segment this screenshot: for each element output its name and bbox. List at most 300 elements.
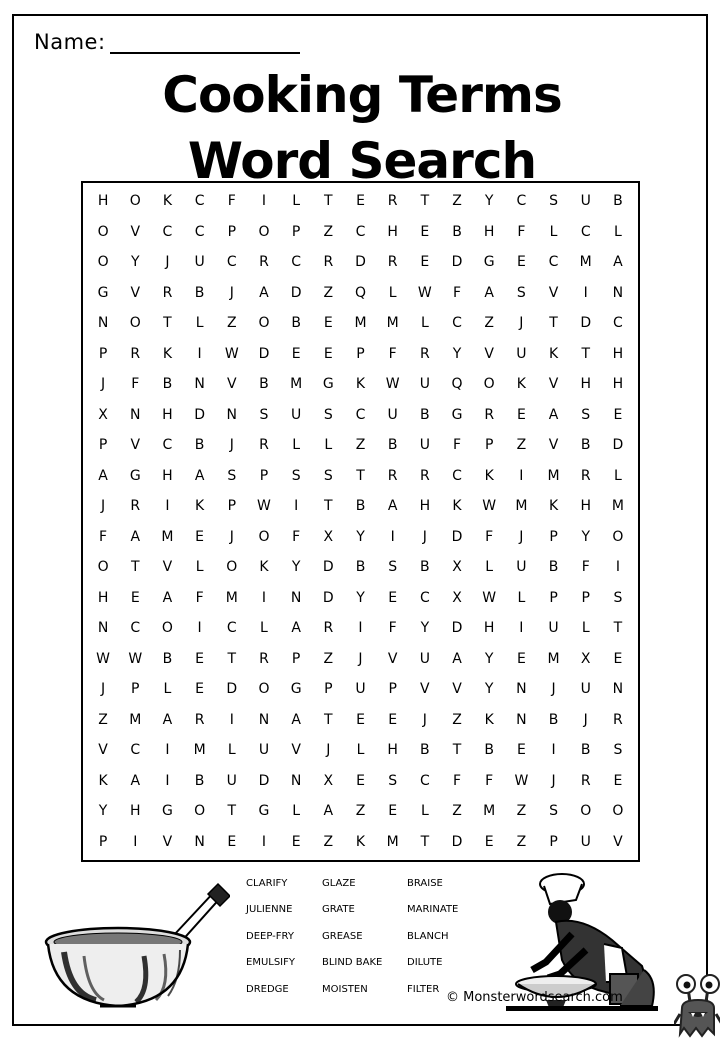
grid-letter: U xyxy=(580,833,591,850)
grid-letter: C xyxy=(226,620,237,637)
grid-letter: H xyxy=(419,498,431,515)
grid-letter: P xyxy=(291,223,301,240)
grid-letter: M xyxy=(386,833,399,850)
grid-letter: X xyxy=(580,650,591,667)
grid-letter: V xyxy=(613,833,623,850)
grid-letter: I xyxy=(261,589,267,606)
grid-letter: L xyxy=(614,467,622,484)
grid-letter: I xyxy=(165,498,170,515)
grid-letter: V xyxy=(452,681,462,698)
grid-letter: V xyxy=(130,223,141,240)
grid-letter: X xyxy=(452,589,462,606)
grid-letter: K xyxy=(162,193,173,210)
grid-letter: D xyxy=(226,681,238,698)
grid-letter: P xyxy=(549,589,558,606)
grid-letter: D xyxy=(451,528,463,545)
name-label: Name: xyxy=(34,30,106,54)
grid-letter: E xyxy=(516,742,526,759)
grid-letter: W xyxy=(514,772,529,789)
grid-letter: A xyxy=(387,498,398,515)
grid-letter: B xyxy=(162,376,173,393)
grid-letter: K xyxy=(355,833,366,850)
grid-letter: B xyxy=(548,559,559,576)
grid-letter: O xyxy=(258,315,270,332)
word-list-item: BLANCH xyxy=(407,930,449,942)
grid-letter: F xyxy=(388,620,397,637)
grid-letter: V xyxy=(420,681,430,698)
grid-letter: P xyxy=(388,681,397,698)
grid-letter: L xyxy=(195,315,204,332)
grid-letter: E xyxy=(388,803,398,820)
grid-letter: U xyxy=(516,559,527,576)
grid-letter: N xyxy=(97,315,109,332)
grid-letter: U xyxy=(516,345,527,362)
grid-letter: E xyxy=(388,711,398,728)
grid-letter: J xyxy=(326,742,331,759)
grid-letter: K xyxy=(259,559,269,576)
grid-letter: M xyxy=(483,803,496,820)
grid-letter: S xyxy=(259,406,269,423)
grid-letter: I xyxy=(261,833,267,850)
grid-letter: N xyxy=(226,406,238,423)
grid-letter: L xyxy=(581,620,590,637)
grid-letter: P xyxy=(98,833,108,850)
grid-letter: F xyxy=(195,589,204,606)
grid-letter: P xyxy=(98,437,108,454)
grid-letter: J xyxy=(551,772,556,789)
grid-letter: A xyxy=(162,589,173,606)
grid-letter: Y xyxy=(581,528,590,545)
grid-letter: Q xyxy=(354,284,366,301)
grid-letter: C xyxy=(355,406,366,423)
grid-letter: D xyxy=(322,559,334,576)
grid-letter: M xyxy=(225,589,238,606)
grid-letter: K xyxy=(98,772,108,789)
grid-letter: H xyxy=(162,467,173,484)
grid-letter: M xyxy=(161,528,174,545)
word-list-item: DEEP-FRY xyxy=(246,930,294,942)
grid-letter: J xyxy=(422,711,427,728)
grid-letter: S xyxy=(516,284,526,301)
grid-letter: R xyxy=(613,711,623,728)
grid-letter: T xyxy=(324,498,333,515)
grid-letter: C xyxy=(130,742,141,759)
grid-letter: I xyxy=(519,620,524,637)
grid-letter: I xyxy=(165,742,170,759)
grid-letter: A xyxy=(291,620,301,637)
grid-letter: R xyxy=(194,711,205,728)
grid-letter: F xyxy=(99,528,108,545)
grid-letter: E xyxy=(227,833,237,850)
grid-letter: A xyxy=(613,254,623,271)
word-list-item: FILTER xyxy=(407,983,440,995)
grid-letter: V xyxy=(130,437,141,454)
grid-letter: C xyxy=(452,315,462,332)
grid-letter: Q xyxy=(451,376,463,393)
grid-letter: W xyxy=(224,345,239,362)
grid-letter: O xyxy=(97,254,109,271)
grid-letter: U xyxy=(291,406,302,423)
grid-letter: C xyxy=(452,467,462,484)
grid-letter: N xyxy=(612,681,624,698)
grid-letter: D xyxy=(322,589,334,606)
grid-letter: G xyxy=(129,467,141,484)
grid-letter: C xyxy=(194,223,205,240)
grid-letter: K xyxy=(355,376,366,393)
grid-letter: O xyxy=(580,803,592,820)
grid-letter: G xyxy=(451,406,463,423)
grid-letter: P xyxy=(356,345,365,362)
grid-letter: R xyxy=(419,467,430,484)
grid-letter: O xyxy=(483,376,495,393)
grid-letter: X xyxy=(98,406,108,423)
grid-letter: P xyxy=(291,650,301,667)
grid-letter: N xyxy=(258,711,270,728)
grid-letter: L xyxy=(420,803,429,820)
grid-letter: B xyxy=(355,559,366,576)
grid-letter: U xyxy=(258,742,270,759)
grid-letter: A xyxy=(130,528,141,545)
grid-letter: T xyxy=(324,193,333,210)
title-text: Cooking Terms Word Search xyxy=(162,66,562,190)
grid-letter: G xyxy=(290,681,302,698)
grid-letter: Y xyxy=(420,620,430,637)
grid-letter: N xyxy=(612,284,624,301)
grid-letter: H xyxy=(612,376,624,393)
grid-letter: Z xyxy=(323,833,334,850)
grid-letter: P xyxy=(581,589,590,606)
grid-letter: V xyxy=(291,742,301,759)
grid-letter: Z xyxy=(323,223,334,240)
word-list-item: MOISTEN xyxy=(322,983,368,995)
grid-letter: U xyxy=(194,254,205,271)
grid-letter: R xyxy=(323,620,334,637)
grid-letter: V xyxy=(227,376,237,393)
grid-letter: D xyxy=(290,284,302,301)
name-blank-line xyxy=(110,32,300,54)
grid-letter: E xyxy=(356,193,365,210)
grid-letter: T xyxy=(581,345,590,362)
grid-letter: P xyxy=(131,681,140,698)
grid-letter: M xyxy=(290,376,303,393)
grid-letter: D xyxy=(451,254,463,271)
grid-letter: T xyxy=(227,650,237,667)
grid-letter: E xyxy=(613,650,623,667)
grid-letter: G xyxy=(97,284,109,301)
grid-letter: M xyxy=(547,467,560,484)
grid-letter: Y xyxy=(291,559,301,576)
grid-letter: Z xyxy=(452,803,462,820)
grid-letter: I xyxy=(229,711,234,728)
grid-letter: U xyxy=(580,681,591,698)
grid-letter: T xyxy=(420,833,430,850)
grid-letter: L xyxy=(517,589,526,606)
grid-letter: R xyxy=(484,406,495,423)
grid-letter: S xyxy=(323,406,333,423)
grid-letter: O xyxy=(612,803,624,820)
copyright-footer: © Monsterwordsearch.com xyxy=(446,990,623,1005)
grid-letter: Z xyxy=(516,803,527,820)
grid-letter: H xyxy=(162,406,173,423)
grid-letter: P xyxy=(259,467,269,484)
grid-letter: D xyxy=(355,254,366,271)
grid-letter: O xyxy=(97,559,109,576)
grid-letter: K xyxy=(484,467,494,484)
grid-letter: Y xyxy=(484,193,494,210)
grid-letter: C xyxy=(355,223,366,240)
grid-letter: W xyxy=(417,284,432,301)
grid-letter: J xyxy=(583,711,588,728)
grid-letter: R xyxy=(162,284,173,301)
grid-letter: R xyxy=(130,498,141,515)
grid-letter: A xyxy=(98,467,108,484)
grid-letter: Y xyxy=(484,681,494,698)
grid-letter: F xyxy=(485,528,494,545)
grid-letter: I xyxy=(583,284,588,301)
grid-letter: N xyxy=(290,589,302,606)
grid-letter: H xyxy=(129,803,141,820)
grid-letter: G xyxy=(258,803,270,820)
grid-letter: V xyxy=(387,650,398,667)
grid-letter: W xyxy=(257,498,271,515)
grid-letter: I xyxy=(390,528,395,545)
grid-letter: P xyxy=(484,437,494,454)
grid-letter: T xyxy=(163,315,172,332)
grid-letter: S xyxy=(388,772,398,789)
monster-mascot-image xyxy=(674,974,720,1040)
grid-letter: Y xyxy=(484,650,494,667)
grid-letter: F xyxy=(452,772,462,789)
grid-letter: L xyxy=(485,559,494,576)
grid-letter: Z xyxy=(516,833,527,850)
grid-letter: R xyxy=(419,345,430,362)
letter-grid xyxy=(81,181,640,862)
grid-letter: J xyxy=(422,528,427,545)
grid-letter: B xyxy=(194,284,205,301)
grid-letter: Y xyxy=(98,803,108,820)
grid-letter: E xyxy=(388,589,398,606)
grid-letter: H xyxy=(580,376,591,393)
grid-letter: W xyxy=(482,498,497,515)
grid-letter: A xyxy=(130,772,141,789)
grid-letter: L xyxy=(614,223,622,240)
grid-letter: N xyxy=(516,711,527,728)
grid-letter: I xyxy=(133,833,138,850)
grid-letter: Z xyxy=(452,711,462,728)
grid-letter: M xyxy=(386,315,399,332)
grid-letter: L xyxy=(163,681,172,698)
grid-letter: U xyxy=(387,406,398,423)
grid-letter: U xyxy=(226,772,237,789)
grid-letter: P xyxy=(324,681,333,698)
grid-letter: L xyxy=(420,315,429,332)
grid-letter: C xyxy=(194,193,205,210)
grid-letter: Z xyxy=(98,711,108,728)
grid-letter: B xyxy=(548,711,559,728)
grid-letter: E xyxy=(195,650,205,667)
grid-letter: B xyxy=(484,742,494,759)
grid-letter: C xyxy=(162,223,173,240)
grid-letter: N xyxy=(97,620,109,637)
grid-letter: O xyxy=(194,803,206,820)
grid-letter: D xyxy=(194,406,205,423)
grid-letter: E xyxy=(516,406,526,423)
grid-letter: C xyxy=(130,620,141,637)
grid-letter: J xyxy=(358,650,363,667)
grid-letter: X xyxy=(323,772,334,789)
grid-letter: C xyxy=(291,254,302,271)
grid-letter: T xyxy=(549,315,558,332)
grid-letter: L xyxy=(292,437,301,454)
grid-letter: Z xyxy=(355,437,366,454)
grid-letter: U xyxy=(419,650,430,667)
grid-letter: B xyxy=(613,193,623,210)
grid-letter: J xyxy=(165,254,170,271)
grid-letter: E xyxy=(516,650,526,667)
grid-letter: I xyxy=(615,559,620,576)
grid-letter: S xyxy=(613,589,623,606)
grid-letter: Y xyxy=(452,345,462,362)
grid-letter: W xyxy=(128,650,143,667)
grid-letter: Z xyxy=(355,803,366,820)
grid-letter: E xyxy=(323,345,333,362)
grid-letter: L xyxy=(324,437,333,454)
grid-letter: G xyxy=(322,376,334,393)
grid-letter: B xyxy=(355,498,366,515)
grid-letter: K xyxy=(548,345,559,362)
grid-letter: U xyxy=(548,620,559,637)
grid-letter: T xyxy=(227,803,237,820)
grid-letter: Z xyxy=(484,315,494,332)
grid-letter: O xyxy=(97,223,109,240)
grid-letter: S xyxy=(227,467,237,484)
grid-letter: F xyxy=(388,345,397,362)
word-list-item: BRAISE xyxy=(407,878,443,889)
grid-letter: P xyxy=(549,833,558,850)
grid-letter: E xyxy=(613,772,623,789)
grid-letter: A xyxy=(548,406,559,423)
grid-letter: V xyxy=(162,833,173,850)
grid-letter: O xyxy=(129,315,141,332)
grid-letter: B xyxy=(259,376,269,393)
grid-letter: G xyxy=(483,254,495,271)
grid-letter: F xyxy=(227,193,236,210)
grid-letter: N xyxy=(130,406,141,423)
grid-letter: N xyxy=(290,772,302,789)
grid-letter: B xyxy=(420,742,430,759)
grid-letter: V xyxy=(548,284,559,301)
grid-letter: F xyxy=(452,284,462,301)
grid-letter: B xyxy=(291,315,301,332)
page-title xyxy=(14,62,710,194)
grid-letter: E xyxy=(516,254,526,271)
grid-letter: T xyxy=(356,467,365,484)
grid-letter: A xyxy=(194,467,205,484)
grid-letter: K xyxy=(548,498,559,515)
grid-letter: S xyxy=(291,467,301,484)
grid-letter: B xyxy=(452,223,462,240)
grid-letter: D xyxy=(451,620,463,637)
grid-letter: H xyxy=(612,345,624,362)
grid-letter: C xyxy=(613,315,623,332)
grid-letter: L xyxy=(260,620,268,637)
grid-letter: M xyxy=(515,498,528,515)
grid-letter: B xyxy=(162,650,173,667)
word-list-item: GREASE xyxy=(322,930,363,942)
grid-letter: V xyxy=(548,437,559,454)
grid-letter: R xyxy=(387,193,398,210)
word-list-item: DILUTE xyxy=(407,957,443,969)
grid-letter: M xyxy=(611,498,624,515)
word-list-item: GRATE xyxy=(322,904,355,916)
grid-letter: I xyxy=(294,498,299,515)
word-list-item: DREDGE xyxy=(246,983,289,995)
grid-letter: I xyxy=(165,772,170,789)
grid-letter: L xyxy=(227,742,236,759)
grid-letter: E xyxy=(484,833,494,850)
grid-letter: N xyxy=(194,376,205,393)
grid-letter: A xyxy=(259,284,269,301)
grid-letter: T xyxy=(420,193,430,210)
grid-letter: E xyxy=(356,711,365,728)
grid-letter: N xyxy=(516,681,527,698)
grid-letter: E xyxy=(323,315,333,332)
grid-letter: E xyxy=(356,772,365,789)
grid-letter: A xyxy=(323,803,334,820)
grid-letter: O xyxy=(612,528,624,545)
grid-letter: J xyxy=(101,681,106,698)
grid-letter: J xyxy=(229,437,234,454)
grid-letter: B xyxy=(580,742,591,759)
grid-letter: B xyxy=(580,437,591,454)
grid-letter: U xyxy=(355,681,366,698)
word-list-item: GLAZE xyxy=(322,878,356,889)
grid-letter: Z xyxy=(516,437,527,454)
grid-letter: H xyxy=(387,223,398,240)
grid-letter: X xyxy=(323,528,334,545)
grid-letter: L xyxy=(195,559,204,576)
grid-letter: P xyxy=(227,223,237,240)
grid-letter: O xyxy=(226,559,238,576)
grid-letter: R xyxy=(130,345,141,362)
grid-letter: Z xyxy=(323,650,334,667)
grid-letter: U xyxy=(419,376,430,393)
grid-letter: W xyxy=(96,650,110,667)
grid-letter: W xyxy=(482,589,497,606)
grid-letter: F xyxy=(485,772,494,789)
grid-letter: I xyxy=(261,193,267,210)
grid-letter: S xyxy=(581,406,591,423)
grid-letter: E xyxy=(195,528,205,545)
grid-letter: O xyxy=(129,193,141,210)
grid-letter: S xyxy=(549,803,558,820)
grid-letter: H xyxy=(97,193,109,210)
grid-letter: R xyxy=(323,254,334,271)
grid-letter: R xyxy=(387,467,398,484)
grid-letter: F xyxy=(131,376,140,393)
grid-letter: D xyxy=(258,345,270,362)
grid-letter: V xyxy=(548,376,559,393)
grid-letter: G xyxy=(162,803,173,820)
grid-letter: A xyxy=(484,284,494,301)
grid-letter: L xyxy=(356,742,365,759)
grid-letter: T xyxy=(130,559,140,576)
grid-letter: Y xyxy=(130,254,140,271)
grid-letter: P xyxy=(227,498,237,515)
grid-letter: B xyxy=(420,406,430,423)
grid-letter: E xyxy=(291,345,301,362)
grid-letter: O xyxy=(161,620,173,637)
